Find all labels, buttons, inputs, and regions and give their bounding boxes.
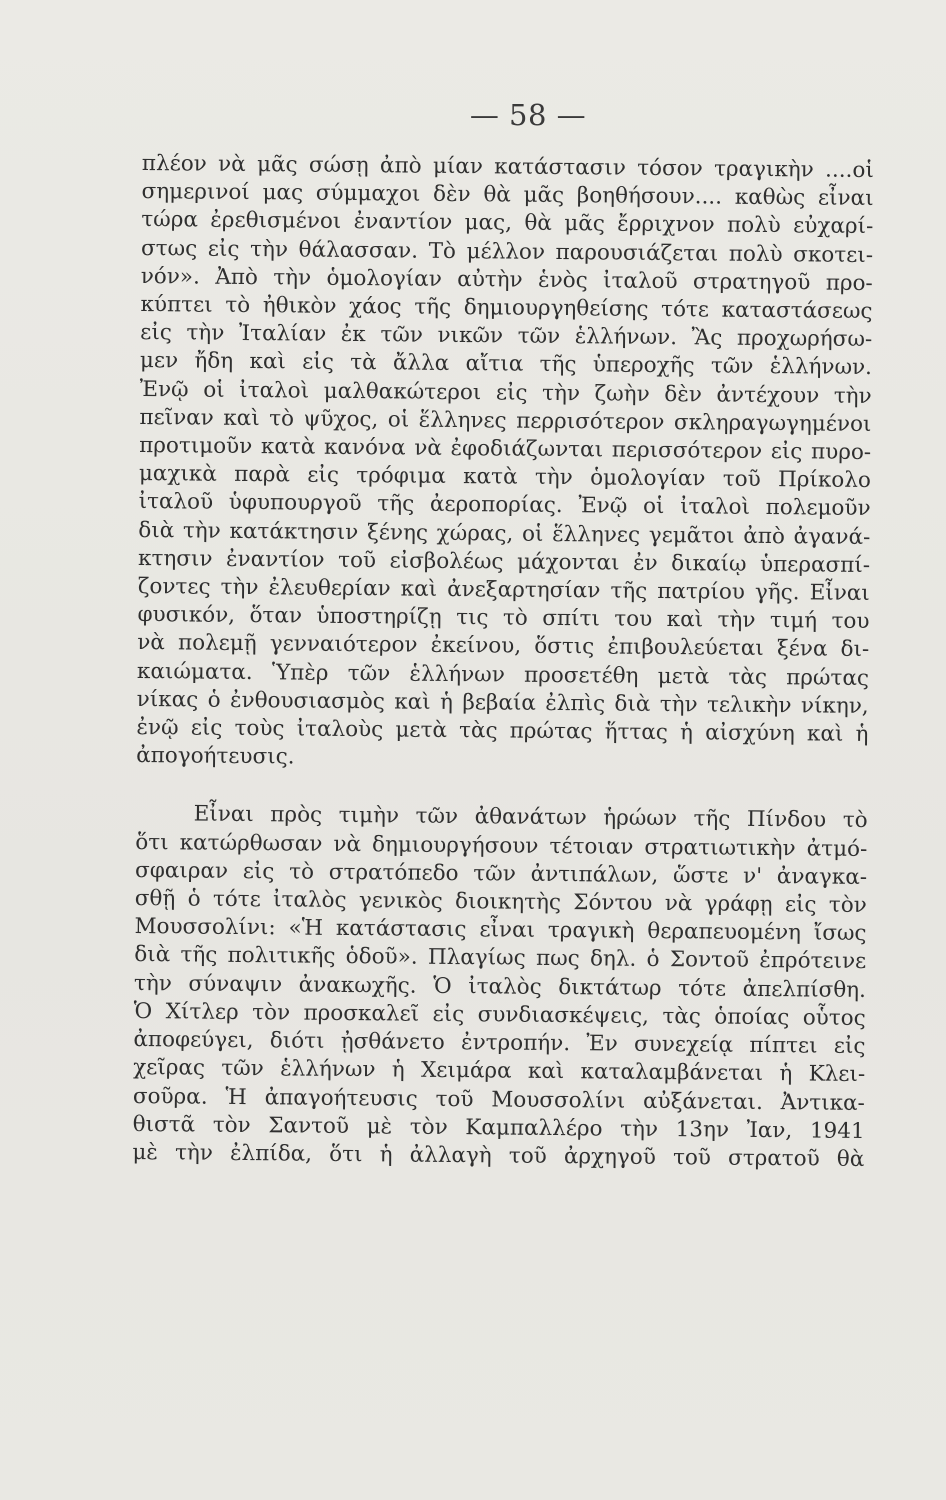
text-line: κτησιν ἐναντίον τοῦ εἰσβολέως μάχονται ἐν δικαίῳ ὑπερασπί-	[137, 545, 871, 578]
text-line: Ἐνῷ οἱ ἰταλοὶ μαλθακώτεροι εἰς τὴν ζωὴν δὲν ἀντέχουν τὴν	[139, 376, 872, 409]
paragraph-2	[132, 800, 867, 1174]
text-line: Εἶναι πρὸς τιμὴν τῶν ἀθανάτων ἡρώων τῆς Πίνδου τὸ	[193, 801, 868, 834]
text-line: διὰ τῆς πολιτικῆς ὁδοῦ». Πλαγίως πως δηλ. ὁ Σοντοῦ ἐπρότεινε	[134, 942, 867, 975]
text-line: μεν ἤδη καὶ εἰς τὰ ἄλλα αἴτια τῆς ὑπεροχῆς τῶν ἑλλήνων.	[139, 348, 873, 381]
text-line: νόν». Ἀπὸ τὴν ὁμολογίαν αὐτὴν ἑνὸς ἰταλοῦ στρατηγοῦ προ-	[140, 263, 873, 296]
text-line: σοῦρα. Ἡ ἀπαγοήτευσις τοῦ Μουσσολίνι αὐξάνεται. Ἀντικα-	[132, 1083, 866, 1116]
text-line: μὲ τὴν ἐλπίδα, ὅτι ἡ ἀλλαγὴ τοῦ ἀρχηγοῦ τοῦ στρατοῦ θὰ	[132, 1139, 865, 1172]
text-line: χεῖρας τῶν ἑλλήνων ἡ Χειμάρα καὶ καταλαμβάνεται ἡ Κλει-	[133, 1055, 866, 1088]
page-number: — 58 —	[469, 98, 587, 132]
text-line: ὅτι κατώρθωσαν νὰ δημιουργήσουν τέτοιαν στρατιωτικὴν ἀτμό-	[135, 829, 868, 862]
text-line: ἀποφεύγει, διότι ᾐσθάνετο ἐντροπήν. Ἐν συνεχείᾳ πίπτει εἰς	[133, 1027, 866, 1060]
text-line: εἰς τὴν Ἰταλίαν ἐκ τῶν νικῶν τῶν ἑλλήνων. Ἂς προχωρήσω-	[140, 320, 873, 353]
text-line: νὰ πολεμῇ γενναιότερον ἐκείνου, ὅστις ἐπιβουλεύεται ξένα δι-	[137, 630, 870, 663]
text-line: ἐνῷ εἰς τοὺς ἰταλοὺς μετὰ τὰς πρώτας ἥττας ἡ αἰσχύνη καὶ ἡ	[136, 715, 869, 748]
text-line: προτιμοῦν κατὰ κανόνα νὰ ἐφοδιάζωνται περισσότερον εἰς πυρο-	[139, 433, 872, 466]
text-line: ζοντες τὴν ἐλευθερίαν καὶ ἀνεξαρτησίαν τῆς πατρίου γῆς. Εἶναι	[137, 574, 870, 607]
text-line: σθῇ ὁ τότε ἰταλὸς γενικὸς διοικητὴς Σόντου νὰ γράφῃ εἰς τὸν	[134, 886, 867, 919]
text-line: ἀπογοήτευσις.	[136, 743, 295, 770]
text-line: πλέον νὰ μᾶς σώσῃ ἀπὸ μίαν κατάστασιν τόσον τραγικὴν ....οἱ	[141, 150, 874, 184]
text-line: σφαιραν εἰς τὸ στρατόπεδο τῶν ἀντιπάλων, ὥστε ν' ἀναγκα-	[134, 857, 868, 890]
paragraph-1	[136, 150, 874, 777]
text-line: θιστᾶ τὸν Σαντοῦ μὲ τὸν Καμπαλλέρο τὴν 13ην Ἰαν, 1941	[132, 1111, 865, 1144]
text-line: στως εἰς τὴν θάλασσαν. Τὸ μέλλον παρουσιάζεται πολὺ σκοτει-	[140, 235, 874, 268]
text-line: ἰταλοῦ ὑφυπουργοῦ τῆς ἀεροπορίας. Ἐνῷ οἱ ἰταλοὶ πολεμοῦν	[138, 489, 871, 522]
text-line: Ὁ Χίτλερ τὸν προσκαλεῖ εἰς συνδιασκέψεις, τὰς ὁποίας οὗτος	[133, 998, 866, 1031]
text-line: φυσικόν, ὅταν ὑποστηρίζῃ τις τὸ σπίτι του καὶ τὴν τιμή του	[137, 602, 870, 635]
text-line: τὴν σύναψιν ἀνακωχῆς. Ὁ ἰταλὸς δικτάτωρ τότε ἀπελπίσθη.	[133, 970, 867, 1003]
text-line: μαχικὰ παρὰ εἰς τρόφιμα κατὰ τὴν ὁμολογίαν τοῦ Πρίκολο	[138, 461, 871, 494]
text-line: νίκας ὁ ἐνθουσιασμὸς καὶ ἡ βεβαία ἐλπὶς διὰ τὴν τελικὴν νίκην,	[136, 686, 869, 719]
text-line: καιώματα. Ὑπὲρ τῶν ἑλλήνων προσετέθη μετὰ τὰς πρώτας	[136, 658, 870, 691]
text-line: Μουσσολίνι: «Ἡ κατάστασις εἶναι τραγικὴ θεραπευομένη ἴσως	[134, 914, 867, 947]
text-line: τώρα ἐρεθισμένοι ἐναντίον μας, θὰ μᾶς ἔρριχνον πολὺ εὐχαρί-	[141, 207, 874, 240]
body-text	[132, 150, 874, 1174]
text-line: κύπτει τὸ ἠθικὸν χάος τῆς δημιουργηθείσης τότε καταστάσεως	[140, 292, 873, 325]
text-line: πεῖναν καὶ τὸ ψῦχος, οἱ ἕλληνες περρισότερον σκληραγωγημένοι	[139, 404, 872, 437]
text-line: σημερινοί μας σύμμαχοι δὲν θὰ μᾶς βοηθήσουν.... καθὼς εἶναι	[141, 179, 874, 212]
text-line: διὰ τὴν κατάκτησιν ξένης χώρας, οἱ ἕλληνες γεμᾶτοι ἀπὸ ἀγανά-	[138, 517, 871, 550]
